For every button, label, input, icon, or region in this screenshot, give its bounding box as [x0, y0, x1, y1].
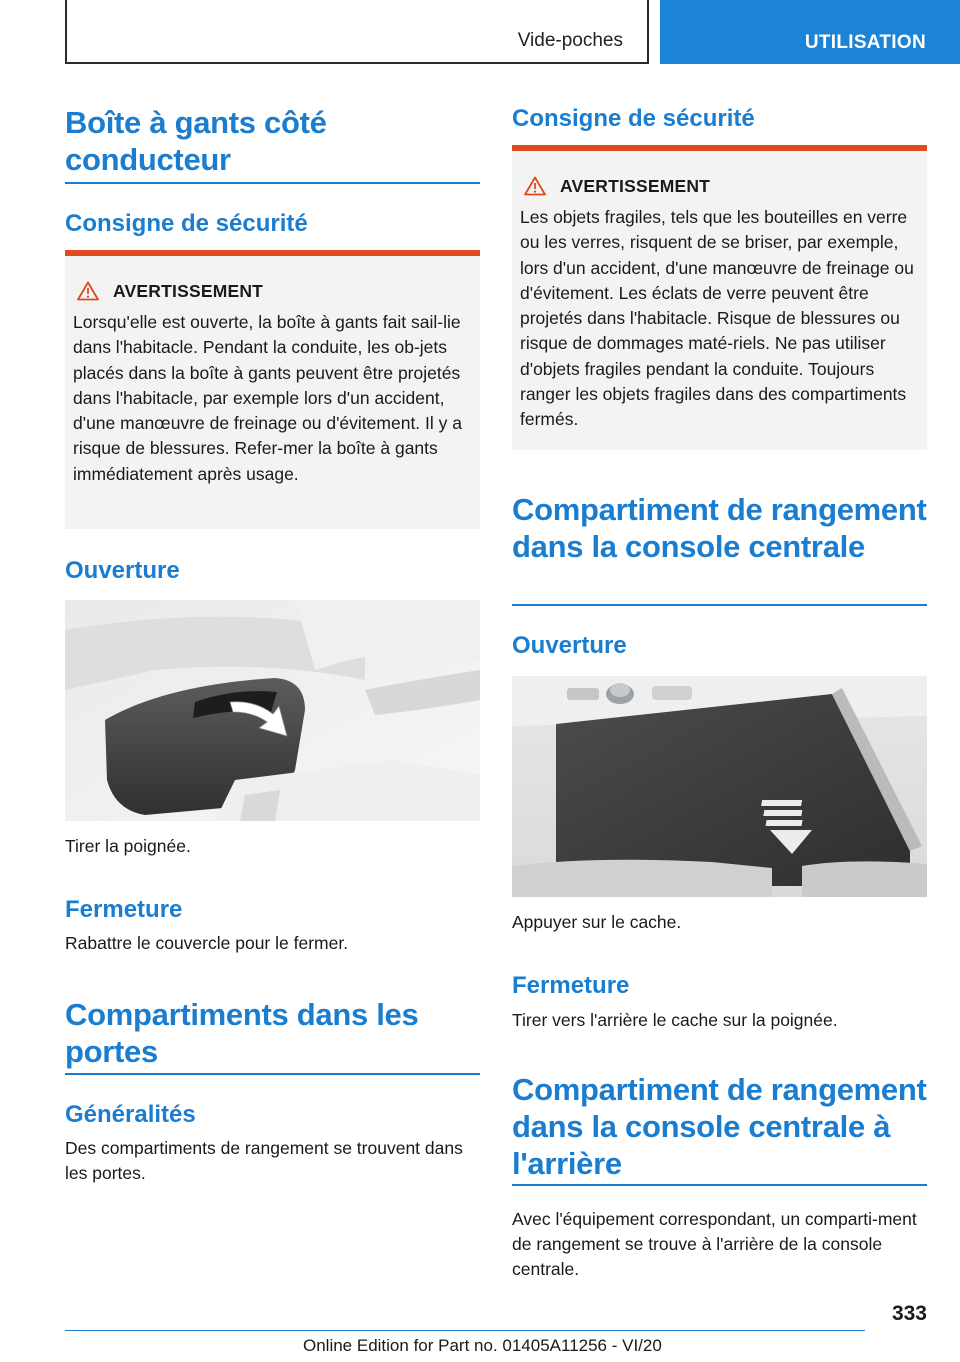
console-title: Compartiment de rangement dans la console centrale: [512, 492, 927, 564]
doors-title: Compartiments dans les portes: [65, 997, 419, 1069]
right-closing-text: Tirer vers l'arrière le cache sur la poignée.: [512, 1010, 838, 1030]
left-warning-title: AVERTISSEMENT: [113, 280, 264, 301]
left-safety-heading: Consigne de sécurité: [65, 210, 308, 237]
console-rule: [512, 604, 927, 606]
warning-triangle-icon: [77, 281, 99, 301]
glovebox-title: Boîte à gants côté conducteur: [65, 105, 327, 177]
left-warning-box: [65, 250, 480, 529]
rear-console-text: Avec l'équipement correspondant, un comparti-ment de rangement se trouve à l'arrière de la console centrale.: [512, 1209, 917, 1279]
page-number: 333: [891, 1302, 927, 1325]
left-opening-heading: Ouverture: [65, 557, 180, 584]
left-opening-text: Tirer la poignée.: [65, 836, 191, 856]
console-opening-image: [512, 676, 927, 897]
right-warning-title: AVERTISSEMENT: [560, 175, 711, 196]
title-rule: [65, 182, 480, 184]
header-section-box: [65, 0, 649, 64]
footer-edition: Online Edition for Part no. 01405A11256 - VI/20: [303, 1336, 662, 1355]
left-warning-text: Lorsqu'elle est ouverte, la boîte à gants fait sail-lie dans l'habitacle. Pendant la conduite, les ob-jets placés dans la boîte à gants peuvent être projetés dans l'habitacle, par exemple lors d'un accident, d'une manœuvre de freinage ou d'évitement. Il y a risque de blessures. Refer-mer la boîte à gants immédiatement après usage.: [73, 312, 462, 484]
right-safety-heading: Consigne de sécurité: [512, 105, 755, 132]
general-text: Des compartiments de rangement se trouvent dans les portes.: [65, 1138, 463, 1183]
header-chapter-label: UTILISATION: [804, 32, 926, 53]
footer-rule: [65, 1330, 865, 1331]
header-chapter-tab[interactable]: [660, 0, 960, 64]
footer-brand-watermark: [682, 1336, 932, 1356]
left-closing-heading: Fermeture: [65, 896, 183, 923]
right-closing-heading: Fermeture: [512, 972, 630, 999]
header-section-title: Vide-poches: [517, 30, 623, 51]
general-heading: Généralités: [65, 1101, 196, 1128]
glovebox-opening-image: [65, 600, 480, 821]
right-opening-text: Appuyer sur le cache.: [512, 912, 682, 932]
left-closing-text: Rabattre le couvercle pour le fermer.: [65, 933, 349, 953]
warning-triangle-icon: [524, 176, 546, 196]
right-warning-box: [512, 145, 927, 450]
right-opening-heading: Ouverture: [512, 632, 627, 659]
right-warning-header: [524, 173, 710, 199]
right-warning-text: Les objets fragiles, tels que les bouteilles en verre ou les verres, risquent de se briser, par exemple, lors d'un accident, d'une manœuvre de freinage ou d'évitement. Les éclats de verre peuvent être projetés dans l'habitacle. Risque de blessures ou risque de dommages maté-riels. Ne pas utiliser d'objets fragiles pendant la conduite. Toujours ranger les objets fragiles dans des compartiments fermés.: [520, 207, 914, 430]
doors-rule: [65, 1073, 480, 1075]
rear-console-title: Compartiment de rangement dans la console centrale à l'arrière: [512, 1072, 927, 1181]
rear-console-rule: [512, 1184, 927, 1186]
left-warning-header: [77, 278, 263, 304]
